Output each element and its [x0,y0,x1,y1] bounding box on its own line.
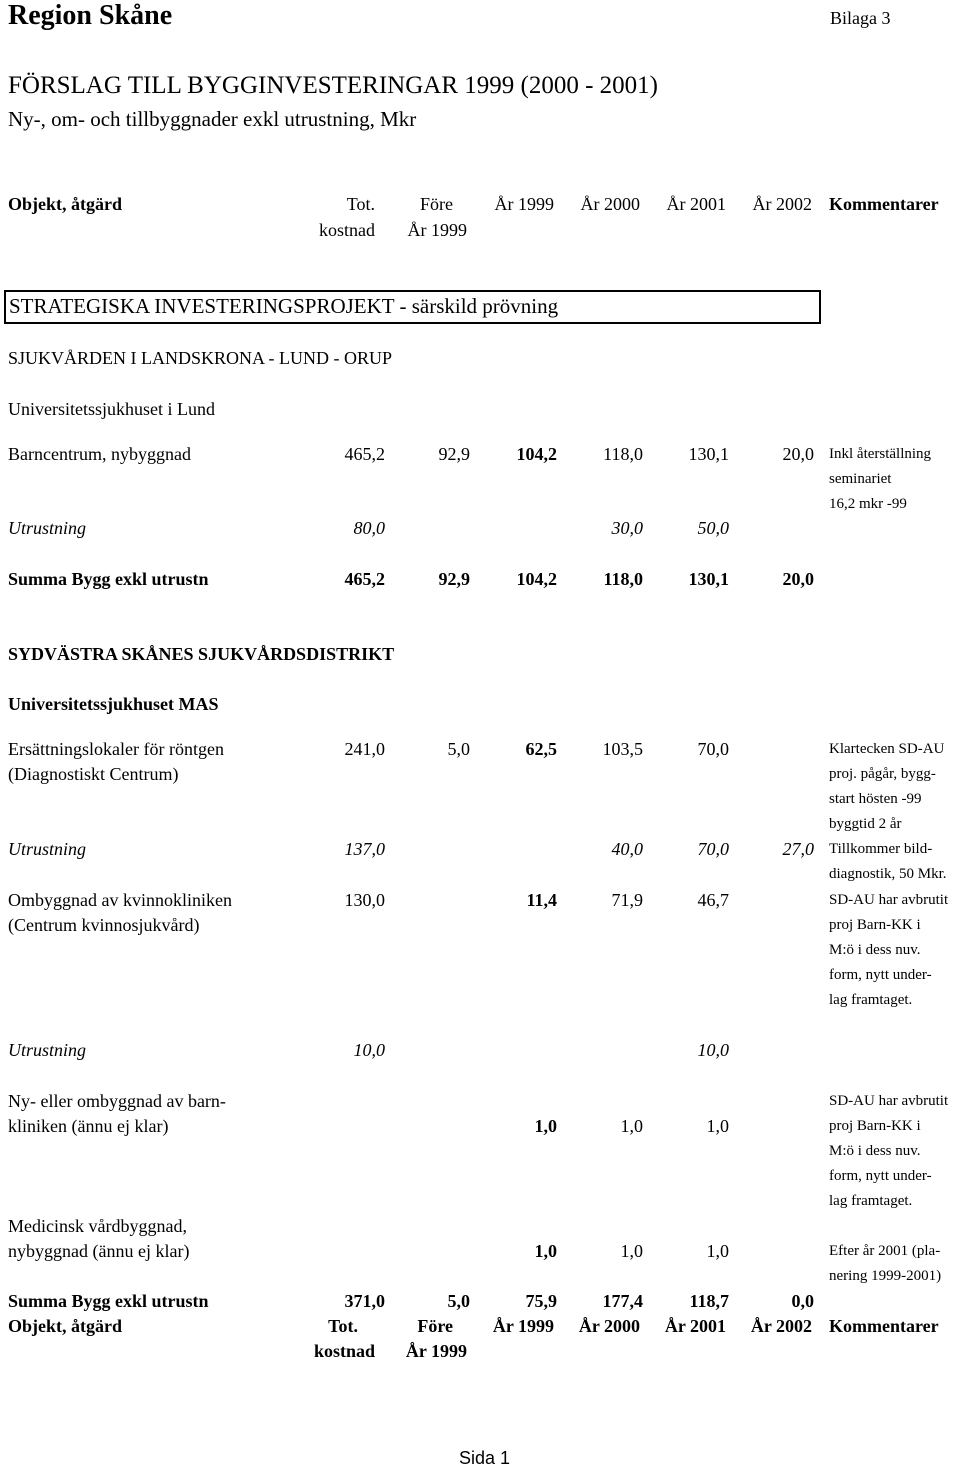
cell-2002: 27,0 [782,839,814,859]
col-year-2000: År 2000 [580,194,640,214]
col-comments: Kommentarer [829,194,939,214]
row-label: Summa Bygg exkl utrustn [8,1291,209,1311]
row-label: Utrustning [8,1040,87,1060]
cell-1999: 104,2 [516,569,557,589]
col-total-line2: kostnad [313,1341,375,1361]
col-year-1999: År 1999 [494,194,554,214]
col-year-2001: År 2001 [666,194,726,214]
cell-2000: 177,4 [602,1291,643,1311]
comment-line: SD-AU har avbrutit [829,1093,949,1109]
cell-2000: 103,5 [602,739,643,759]
cell-2002: 0,0 [791,1291,814,1311]
comment-line: byggtid 2 år [829,816,902,832]
comment-line: lag framtaget. [829,1193,913,1209]
strategic-section-title: STRATEGISKA INVESTERINGSPROJEKT - särskild prövning [9,294,559,318]
cell-2000: 118,0 [603,444,643,464]
cell-2000: 30,0 [611,518,643,538]
cell-total: 371,0 [344,1291,385,1311]
col-total-line1: Tot. [346,194,375,214]
comment-line: form, nytt under- [829,1168,932,1184]
cell-2001: 130,1 [688,444,729,464]
cell-before: 5,0 [447,739,470,759]
cell-1999: 75,9 [525,1291,557,1311]
region-heading: SYDVÄSTRA SKÅNES SJUKVÅRDSDISTRIKT [8,644,395,664]
cell-1999: 1,0 [534,1241,557,1261]
cell-2001: 130,1 [688,569,729,589]
cell-1999: 1,0 [534,1116,557,1136]
cell-1999: 11,4 [526,890,557,910]
row-label-line2: (Centrum kvinnosjukvård) [8,915,200,935]
comment-line: lag framtaget. [829,992,913,1008]
row-label: Utrustning [8,518,87,538]
comment-line: diagnostik, 50 Mkr. [829,866,947,882]
row-label-line2: (Diagnostiskt Centrum) [8,764,179,784]
comment-line: Klartecken SD-AU [829,741,945,757]
col-object: Objekt, åtgärd [8,1316,122,1336]
cell-total: 137,0 [344,839,385,859]
col-comments: Kommentarer [829,1316,939,1336]
cell-2000: 40,0 [611,839,643,859]
comment-line: Efter år 2001 (pla- [829,1243,941,1259]
comment-line: M:ö i dess nuv. [829,1143,921,1159]
comment-line: nering 1999-2001) [829,1268,942,1284]
cell-2001: 1,0 [706,1241,729,1261]
row-label: Ombyggnad av kvinnokliniken [8,890,232,910]
comment-line: start hösten -99 [829,791,922,807]
cell-before: 92,9 [438,444,470,464]
page-number: Sida 1 [459,1448,511,1468]
cell-2001: 1,0 [706,1116,729,1136]
cell-2001: 118,7 [689,1291,729,1311]
col-before-line2: År 1999 [405,1341,467,1361]
cell-2002: 20,0 [782,569,814,589]
cell-before: 5,0 [447,1291,470,1311]
col-before-line1: Före [420,194,453,214]
cell-total: 80,0 [353,518,385,538]
document-title: FÖRSLAG TILL BYGGINVESTERINGAR 1999 (2000 - 2001) [8,72,658,99]
row-label-line2: nybyggnad (ännu ej klar) [8,1241,190,1261]
comment-line: form, nytt under- [829,967,932,983]
row-label: Barncentrum, nybyggnad [8,444,191,464]
region-heading: SJUKVÅRDEN I LANDSKRONA - LUND - ORUP [8,348,393,368]
comment-line: seminariet [829,471,892,487]
cell-2001: 50,0 [697,518,729,538]
cell-before: 92,9 [438,569,470,589]
comment-line: proj. pågår, bygg- [829,766,936,782]
cell-total: 10,0 [353,1040,385,1060]
comment-line: M:ö i dess nuv. [829,942,921,958]
comment-line: Tillkommer bild- [829,841,933,857]
row-label: Summa Bygg exkl utrustn [8,569,209,589]
row-label: Ny- eller ombyggnad av barn- [8,1091,226,1111]
row-label-line2: kliniken (ännu ej klar) [8,1116,169,1136]
cell-2001: 70,0 [697,839,729,859]
col-total-line2: kostnad [319,220,375,240]
comment-line: 16,2 mkr -99 [829,496,907,512]
cell-2000: 71,9 [611,890,643,910]
col-year-1999: År 1999 [492,1316,554,1336]
comment-line: SD-AU har avbrutit [829,892,949,908]
col-year-2002: År 2002 [750,1316,812,1336]
col-before-line2: År 1999 [407,220,467,240]
row-label: Utrustning [8,839,87,859]
col-year-2000: År 2000 [578,1316,640,1336]
cell-1999: 62,5 [525,739,557,759]
col-before-line1: Före [417,1316,453,1336]
hospital-heading: Universitetssjukhuset MAS [8,694,219,714]
cell-total: 465,2 [344,444,385,464]
col-object: Objekt, åtgärd [8,194,122,214]
col-year-2002: År 2002 [752,194,812,214]
cell-2000: 1,0 [620,1116,643,1136]
document-subtitle: Ny-, om- och tillbyggnader exkl utrustning, Mkr [8,107,417,131]
cell-2001: 46,7 [697,890,729,910]
row-label: Ersättningslokaler för röntgen [8,739,224,759]
hospital-heading: Universitetssjukhuset i Lund [8,399,215,419]
cell-2001: 70,0 [697,739,729,759]
col-year-2001: År 2001 [664,1316,726,1336]
cell-1999: 104,2 [516,444,557,464]
cell-total: 130,0 [344,890,385,910]
appendix-label: Bilaga 3 [830,8,891,28]
cell-total: 241,0 [344,739,385,759]
cell-2001: 10,0 [697,1040,729,1060]
comment-line: Inkl återställning [829,446,932,462]
cell-total: 465,2 [344,569,385,589]
cell-2000: 1,0 [620,1241,643,1261]
cell-2002: 20,0 [782,444,814,464]
comment-line: proj Barn-KK i [829,917,921,933]
comment-line: proj Barn-KK i [829,1118,921,1134]
cell-2000: 118,0 [603,569,643,589]
col-total-line1: Tot. [328,1316,358,1336]
row-label: Medicinsk vårdbyggnad, [8,1216,187,1236]
organization-name: Region Skåne [8,0,173,31]
